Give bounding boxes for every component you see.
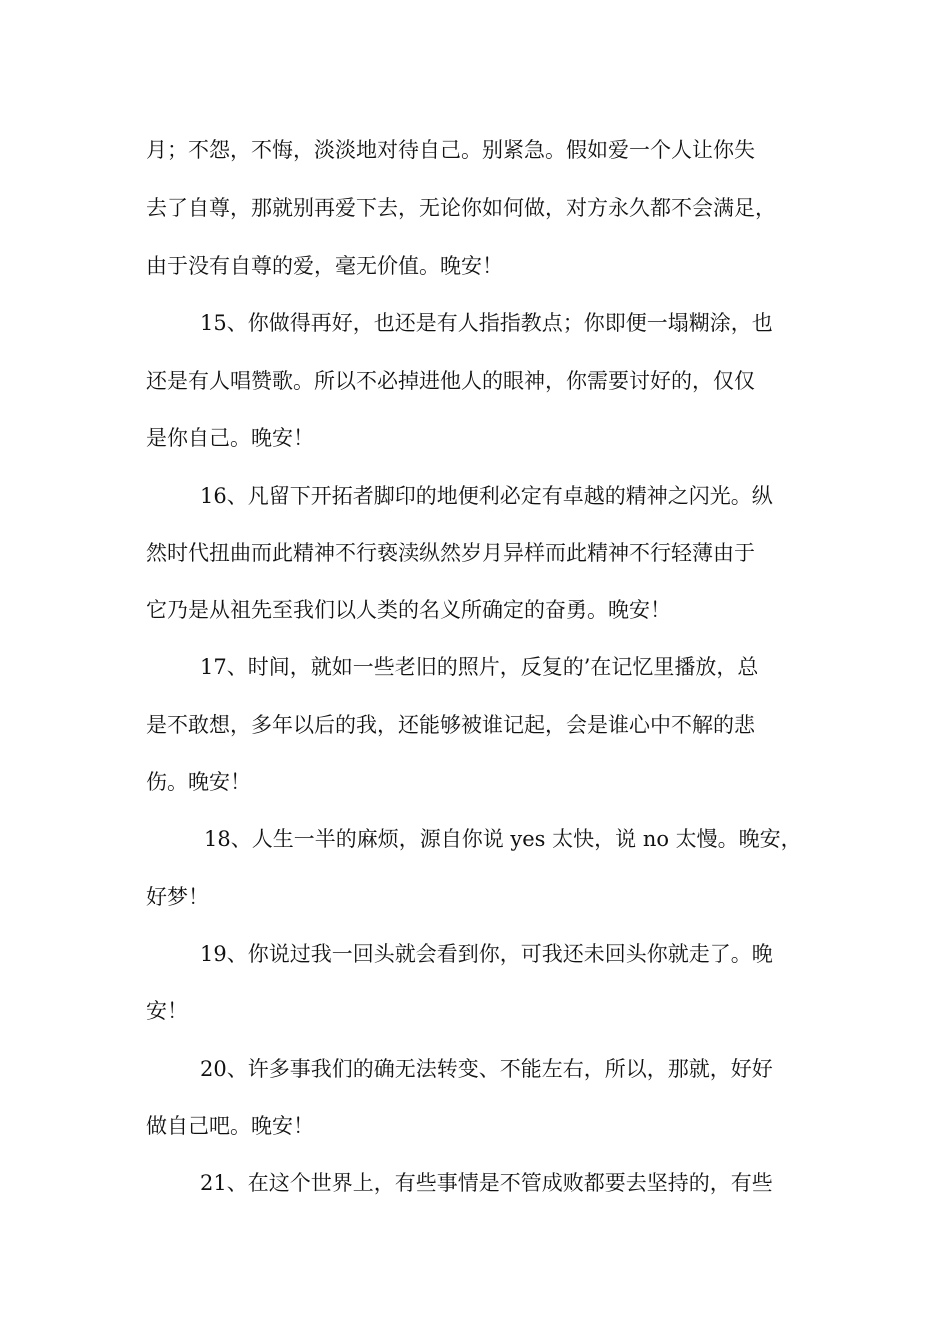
paragraph-line: 做自己吧。晚安！ <box>146 1114 314 1138</box>
paragraph-line: 19、你说过我一回头就会看到你，可我还未回头你就走了。晚 <box>200 942 773 966</box>
paragraph-line: 是你自己。晚安！ <box>146 426 314 450</box>
paragraph-line: 还是有人唱赞歌。所以不必掉进他人的眼神，你需要讨好的，仅仅 <box>146 369 755 393</box>
paragraph-line: 21、在这个世界上，有些事情是不管成败都要去坚持的，有些 <box>200 1171 773 1195</box>
paragraph-line: 16、凡留下开拓者脚印的地便利必定有卓越的精神之闪光。纵 <box>200 484 773 508</box>
paragraph-line: 17、时间，就如一些老旧的照片，反复的’在记忆里播放，总 <box>200 655 759 679</box>
paragraph-line: 好梦！ <box>146 885 209 909</box>
paragraph-line: 15、你做得再好，也还是有人指指教点；你即便一塌糊涂，也 <box>200 311 773 335</box>
paragraph-line: 去了自尊，那就别再爱下去，无论你如何做，对方永久都不会满足， <box>146 196 776 220</box>
paragraph-line: 月；不怨，不悔，淡淡地对待自己。别紧急。假如爱一个人让你失 <box>146 138 755 162</box>
paragraph-line: 安！ <box>146 999 188 1023</box>
paragraph-line: 18、人生一半的麻烦，源自你说 yes 太快，说 no 太慢。晚安， <box>204 827 802 851</box>
paragraph-line: 它乃是从祖先至我们以人类的名义所确定的奋勇。晚安！ <box>146 598 671 622</box>
paragraph-line: 由于没有自尊的爱，毫无价值。晚安！ <box>146 254 503 278</box>
paragraph-line: 是不敢想，多年以后的我，还能够被谁记起，会是谁心中不解的悲 <box>146 713 755 737</box>
paragraph-line: 然时代扭曲而此精神不行亵渎纵然岁月异样而此精神不行轻薄由于 <box>146 541 755 565</box>
paragraph-line: 20、许多事我们的确无法转变、不能左右，所以，那就，好好 <box>200 1057 773 1081</box>
paragraph-line: 伤。晚安！ <box>146 770 251 794</box>
